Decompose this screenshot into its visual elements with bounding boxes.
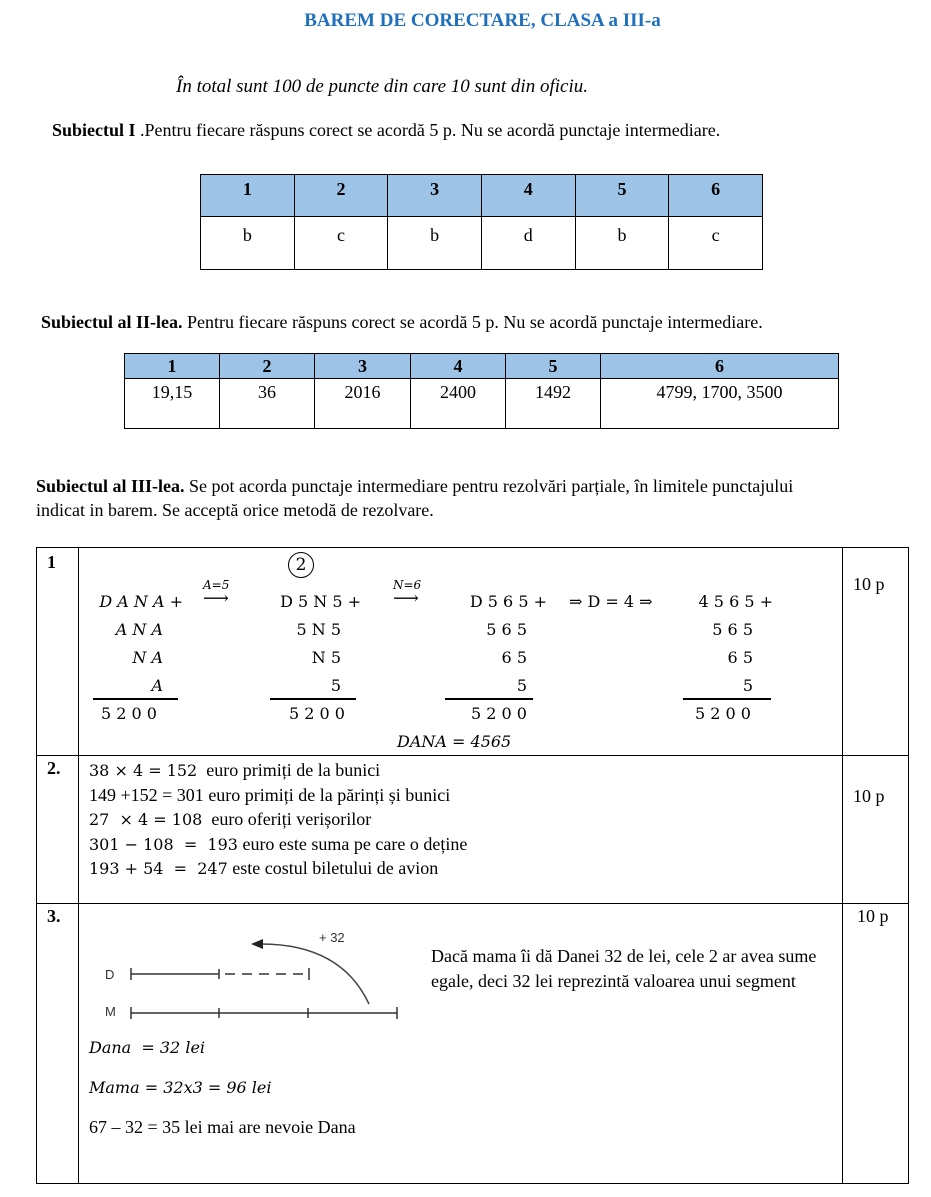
header-cell: 5 xyxy=(575,175,669,217)
subject3-text-line1: Se pot acorda punctaje intermediare pentru rezolvări parțiale, în limitele punctajului xyxy=(184,476,794,496)
problem-number: 2. xyxy=(37,756,79,904)
explanation-text: Dacă mama îi dă Danei 32 de lei, cele 2 ar avea sume egale, deci 32 lei reprezintă valoarea unui segment xyxy=(431,946,817,991)
addition-column-2: D 5 N 5 + 5 N 5 N 5 5 xyxy=(280,592,361,695)
problem3-solution xyxy=(79,904,843,1184)
mama-line: Mama = 32x3 = 96 lei xyxy=(89,1078,272,1097)
solution-line: 38 × 4 = 152 euro primiți de la bunici xyxy=(89,760,381,780)
header-cell: 2 xyxy=(294,175,388,217)
answer-cell: 1492 xyxy=(506,379,601,429)
solution-line: 301 − 108 = 193 euro este suma pe care o deține xyxy=(89,833,468,854)
answer-cell: b xyxy=(388,217,482,270)
arrow-label: N=6 xyxy=(393,578,422,592)
table-row xyxy=(201,217,763,270)
header-cell: 4 xyxy=(481,175,575,217)
answer-cell: 19,15 xyxy=(125,379,220,429)
arrow-label: + 32 xyxy=(319,930,345,945)
subject3-heading: Subiectul al III-lea. xyxy=(36,476,185,496)
sum-value: 5 2 0 0 xyxy=(101,704,157,723)
addition-column-3: D 5 6 5 + 5 6 5 6 5 5 xyxy=(469,592,547,695)
intro-text: În total sunt 100 de puncte din care 10 sunt din oficiu. xyxy=(176,76,588,97)
points-cell: 10 p xyxy=(843,904,909,1184)
answer-cell: 2016 xyxy=(315,379,411,429)
arrow-label: A=5 xyxy=(203,578,230,592)
sum-value: 5 2 0 0 xyxy=(471,704,527,723)
header-cell: 4 xyxy=(411,354,506,379)
right-arrow-icon: ⟶ xyxy=(203,588,229,609)
subject3-instructions xyxy=(36,474,793,522)
points-cell: 10 p xyxy=(843,548,909,756)
subject3-solutions-table xyxy=(36,547,909,1184)
subject1-answer-table xyxy=(200,174,763,270)
answer-cell: c xyxy=(669,217,763,270)
label-d: D xyxy=(105,967,115,982)
table-header-row xyxy=(201,175,763,217)
solution-line: 149 +152 = 301 euro primiți de la părinți și bunici xyxy=(89,784,451,805)
header-cell: 2 xyxy=(220,354,315,379)
table-row xyxy=(125,379,839,429)
answer-cell: c xyxy=(294,217,388,270)
subject3-text-line2: indicat in barem. Se acceptă orice metodă de rezolvare. xyxy=(36,500,434,520)
problem1-solution xyxy=(79,548,843,756)
sum-value: 5 2 0 0 xyxy=(289,704,345,723)
subject2-answer-table xyxy=(124,353,839,429)
header-cell: 6 xyxy=(669,175,763,217)
subject2-heading: Subiectul al II-lea. xyxy=(41,312,183,332)
problem-number: 1 xyxy=(37,548,79,756)
problem2-solution xyxy=(79,756,843,904)
segment-diagram xyxy=(101,924,421,1024)
right-arrow-icon: ⟶ xyxy=(393,588,419,609)
result-text: DANA = 4565 xyxy=(397,732,512,751)
dana-line: Dana = 32 lei xyxy=(89,1038,206,1057)
answer-cell: b xyxy=(201,217,295,270)
problem-number: 3. xyxy=(37,904,79,1184)
table-header-row xyxy=(125,354,839,379)
implication-text: ⇒ D = 4 ⇒ xyxy=(569,592,653,611)
answer-cell: d xyxy=(481,217,575,270)
subject1-instructions xyxy=(52,120,720,141)
answer-cell: 36 xyxy=(220,379,315,429)
circled-number: 2 xyxy=(288,552,314,578)
addition-column-4: 4 5 6 5 + 5 6 5 6 5 5 xyxy=(698,592,773,695)
answer-cell: b xyxy=(575,217,669,270)
subject2-text: Pentru fiecare răspuns corect se acordă 5 p. Nu se acordă punctaje intermediare. xyxy=(182,312,763,332)
addition-column-1: D A N A + A N A N A A xyxy=(99,592,183,695)
header-cell: 5 xyxy=(506,354,601,379)
table-row-problem-1 xyxy=(37,548,909,756)
answer-cell: 4799, 1700, 3500 xyxy=(601,379,839,429)
header-cell: 3 xyxy=(388,175,482,217)
header-cell: 1 xyxy=(125,354,220,379)
sum-value: 5 2 0 0 xyxy=(695,704,751,723)
header-cell: 1 xyxy=(201,175,295,217)
subject1-text: .Pentru fiecare răspuns corect se acordă 5 p. Nu se acordă punctaje intermediare. xyxy=(135,120,721,140)
label-m: M xyxy=(105,1004,116,1019)
solution-line: 193 + 54 = 247 este costul biletului de avion xyxy=(89,858,439,878)
points-cell: 10 p xyxy=(843,756,909,904)
header-cell: 3 xyxy=(315,354,411,379)
solution-line: 27 × 4 = 108 euro oferiți verișorilor xyxy=(89,809,372,829)
document-title: BAREM DE CORECTARE, CLASA a III-a xyxy=(304,10,661,31)
answer-cell: 2400 xyxy=(411,379,506,429)
header-cell: 6 xyxy=(601,354,839,379)
subject2-instructions xyxy=(41,312,763,333)
final-answer-line: 67 – 32 = 35 lei mai are nevoie Dana xyxy=(89,1117,356,1137)
table-row-problem-2 xyxy=(37,756,909,904)
subject1-heading: Subiectul I xyxy=(52,120,136,140)
table-row-problem-3 xyxy=(37,904,909,1184)
